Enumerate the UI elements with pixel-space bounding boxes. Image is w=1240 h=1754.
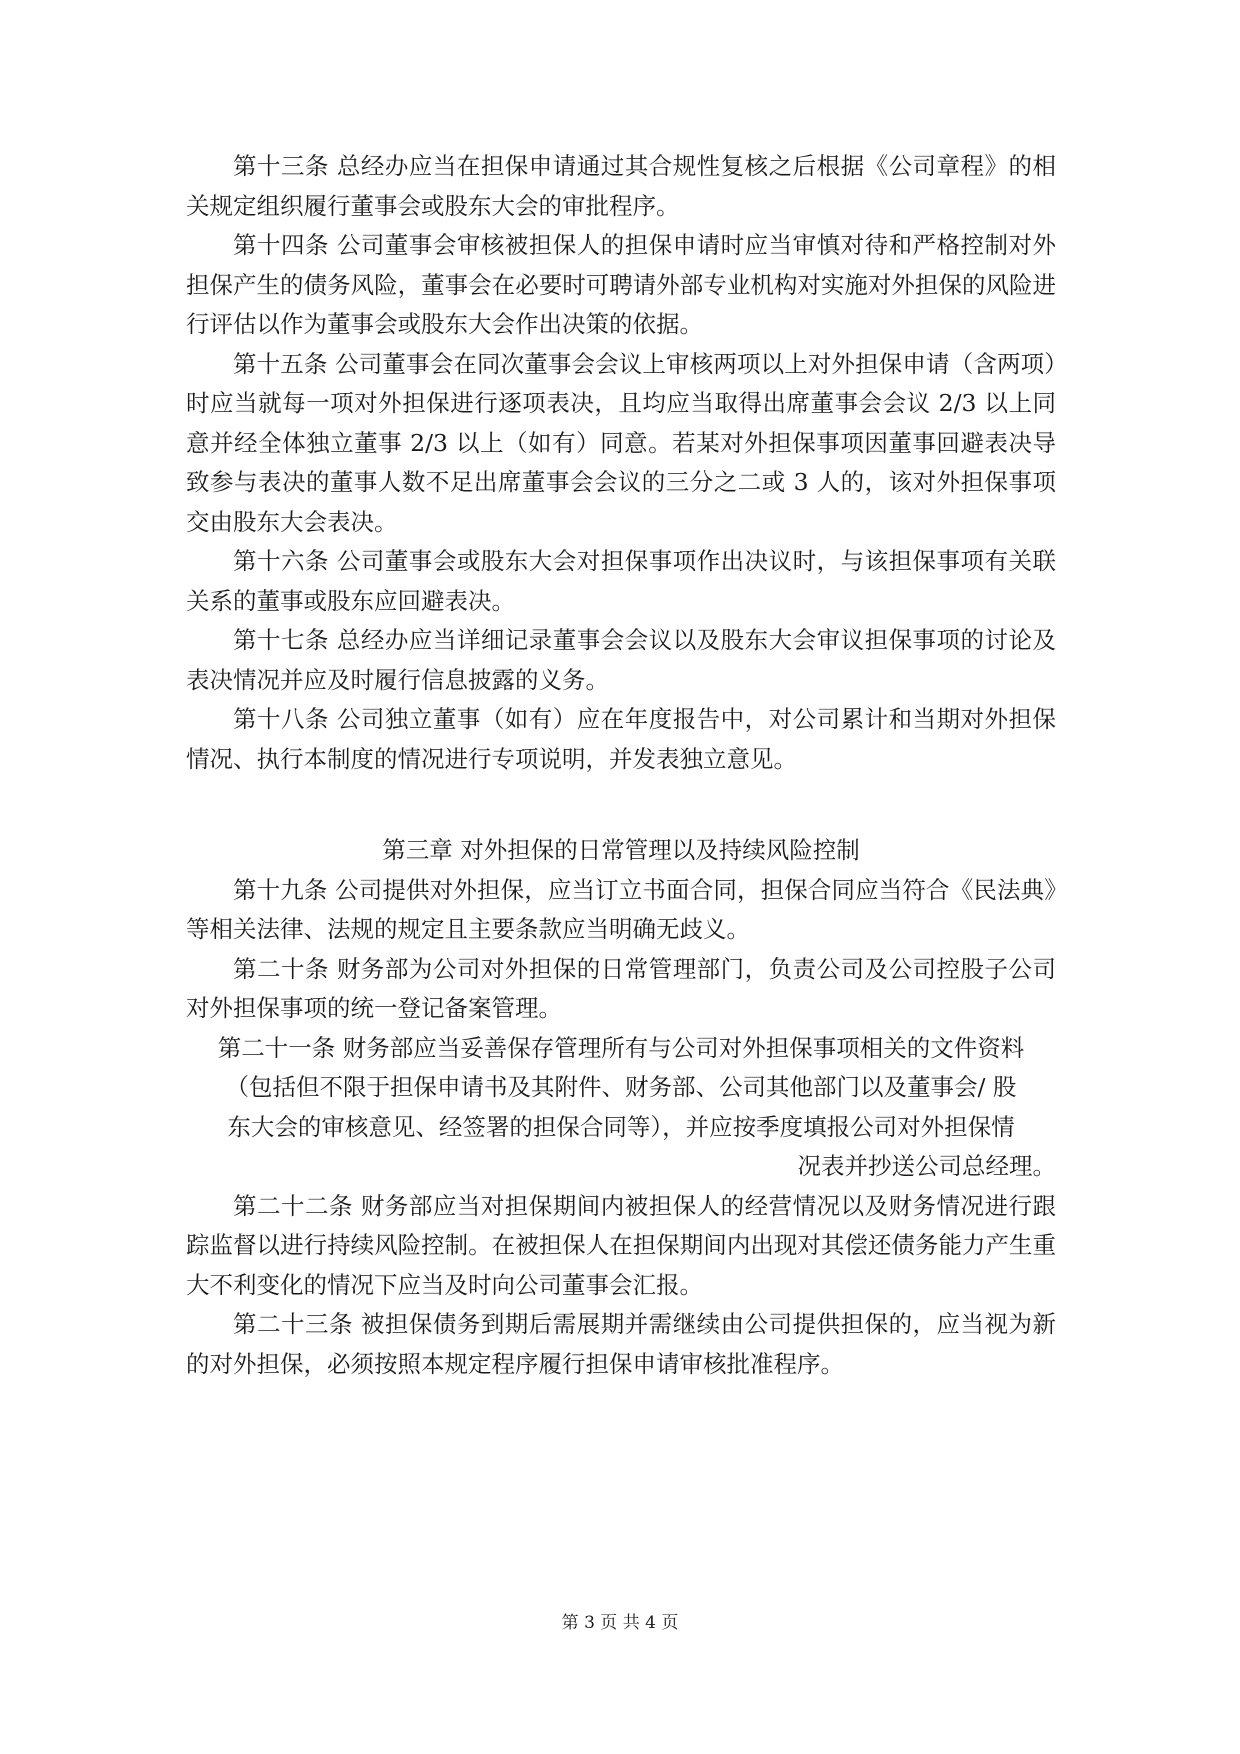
article-22: 第二十二条 财务部应当对担保期间内被担保人的经营情况以及财务情况进行跟踪监督以进行持续风险控制。在被担保人在担保期间内出现对其偿还债务能力产生重大不利变化的情况下应当及时向公司董事会汇报。	[186, 1191, 1056, 1299]
article-13: 第十三条 总经办应当在担保申请通过其合规性复核之后根据《公司章程》的相关规定组织履行董事会或股东大会的审批程序。	[186, 152, 1056, 220]
article-21-line: （包括但不限于担保申请书及其附件、财务部、公司其他部门以及董事会/ 股	[225, 1073, 1017, 1101]
article-14: 第十四条 公司董事会审核被担保人的担保申请时应当审慎对待和严格控制对外担保产生的债务风险，董事会在必要时可聘请外部专业机构对实施对外担保的风险进行评估以作为董事会或股东大会作出决策的依据。	[186, 231, 1056, 338]
article-16: 第十六条 公司董事会或股东大会对担保事项作出决议时，与该担保事项有关联关系的董事或股东应回避表决。	[186, 547, 1056, 615]
article-21-line: 东大会的审核意见、经签署的担保合同等），并应按季度填报公司对外担保情	[227, 1112, 1015, 1141]
article-21	[186, 1029, 1056, 1187]
document-body	[186, 147, 1056, 1384]
page-number: 第 3 页 共 4 页	[561, 1613, 679, 1633]
article-20: 第二十条 财务部为公司对外担保的日常管理部门，负责公司及公司控股子公司对外担保事项的统一登记备案管理。	[186, 954, 1056, 1022]
article-15: 第十五条 公司董事会在同次董事会会议上审核两项以上对外担保申请（含两项）时应当就每一项对外担保进行逐项表决，且均应当取得出席董事会会议 2/3 以上同意并经全体独立董事 2/3 以上（如有）同意。若某对外担保事项因董事回避表决导致参与表决的董事人数不足出席董事会会议的三分之二或 3 人的，该对外担保事项交由股东大会表决。	[186, 349, 1056, 536]
article-18: 第十八条 公司独立董事（如有）应在年度报告中，对公司累计和当期对外担保情况、执行本制度的情况进行专项说明，并发表独立意见。	[186, 705, 1056, 773]
article-21-line: 第二十一条 财务部应当妥善保存管理所有与公司对外担保事项相关的文件资料	[217, 1033, 1025, 1062]
article-19: 第十九条 公司提供对外担保，应当订立书面合同，担保合同应当符合《民法典》等相关法律、法规的规定且主要条款应当明确无歧义。	[186, 875, 1056, 943]
chapter-title: 第三章 对外担保的日常管理以及持续风险控制	[382, 836, 860, 864]
article-21-last-line: 况表并抄送公司总经理。	[797, 1152, 1056, 1180]
article-17: 第十七条 总经办应当详细记录董事会会议以及股东大会审议担保事项的讨论及表决情况并应及时履行信息披露的义务。	[186, 626, 1056, 694]
article-23: 第二十三条 被担保债务到期后需展期并需继续由公司提供担保的，应当视为新的对外担保，必须按照本规定程序履行担保申请审核批准程序。	[186, 1310, 1056, 1378]
